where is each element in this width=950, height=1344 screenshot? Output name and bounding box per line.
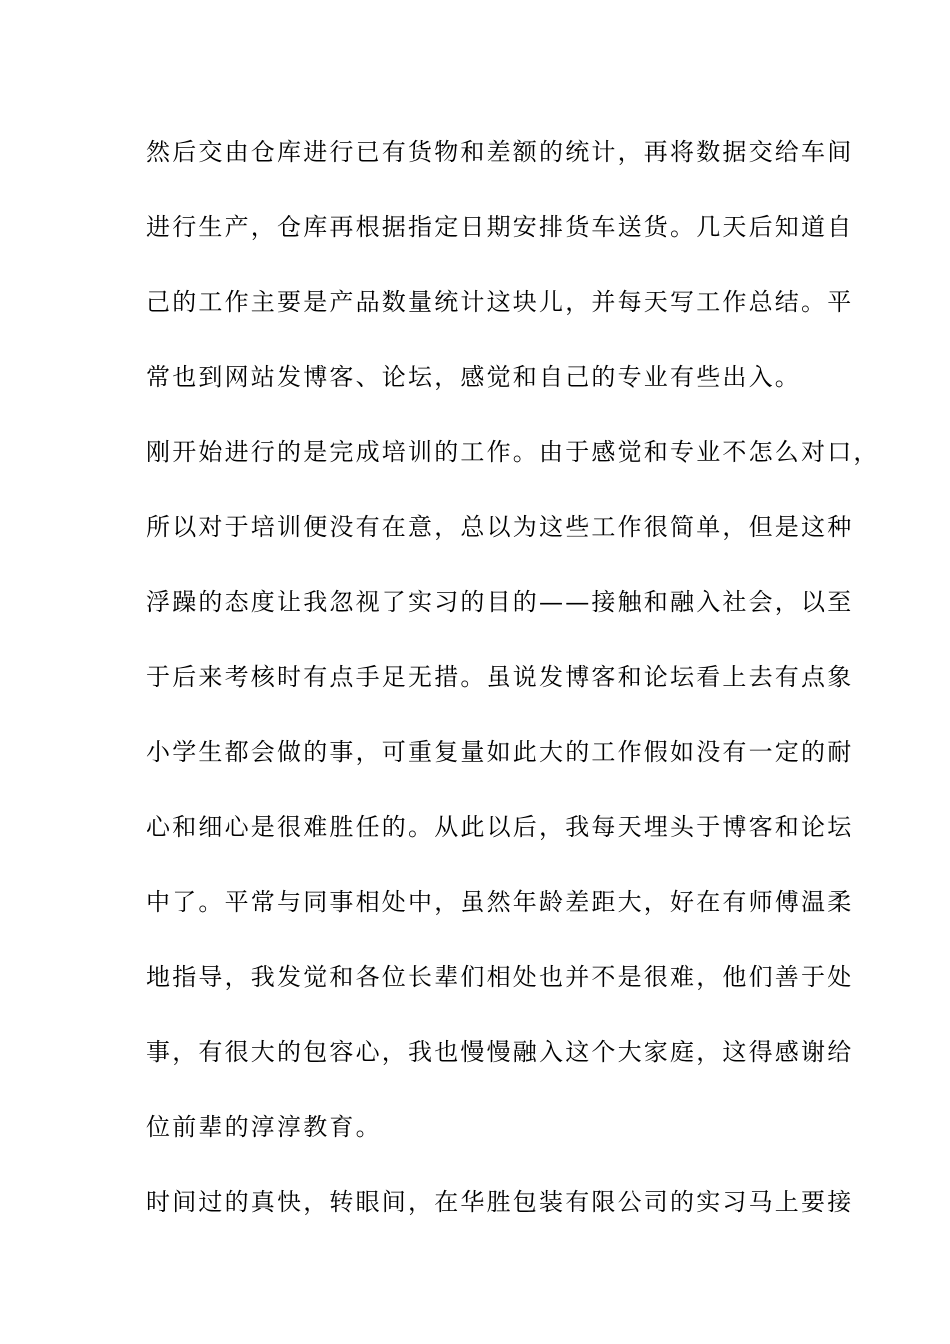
text-line: 常也到网站发博客、论坛，感觉和自己的专业有些出入。 — [146, 363, 801, 391]
text-line: 位前辈的淳淳教育。 — [146, 1113, 382, 1141]
text-line: 于后来考核时有点手足无措。虽说发博客和论坛看上去有点象 — [146, 663, 854, 691]
text-line: 浮躁的态度让我忽视了实习的目的——接触和融入社会，以至 — [146, 588, 854, 616]
text-line: 刚开始进行的是完成培训的工作。由于感觉和专业不怎么对口， — [146, 438, 880, 466]
text-line: 心和细心是很难胜任的。从此以后，我每天埋头于博客和论坛 — [146, 813, 854, 841]
text-line: 事，有很大的包容心，我也慢慢融入这个大家庭，这得感谢给 — [146, 1038, 854, 1066]
text-line: 中了。平常与同事相处中，虽然年龄差距大，好在有师傅温柔 — [146, 888, 854, 916]
text-line: 所以对于培训便没有在意，总以为这些工作很简单，但是这种 — [146, 513, 854, 541]
text-line: 小学生都会做的事，可重复量如此大的工作假如没有一定的耐 — [146, 738, 854, 766]
text-line: 时间过的真快，转眼间，在华胜包装有限公司的实习马上要接 — [146, 1188, 854, 1216]
text-line: 进行生产，仓库再根据指定日期安排货车送货。几天后知道自 — [146, 213, 854, 241]
text-line: 地指导，我发觉和各位长辈们相处也并不是很难，他们善于处 — [146, 963, 854, 991]
text-line: 然后交由仓库进行已有货物和差额的统计，再将数据交给车间 — [146, 138, 854, 166]
text-line: 己的工作主要是产品数量统计这块儿，并每天写工作总结。平 — [146, 288, 854, 316]
